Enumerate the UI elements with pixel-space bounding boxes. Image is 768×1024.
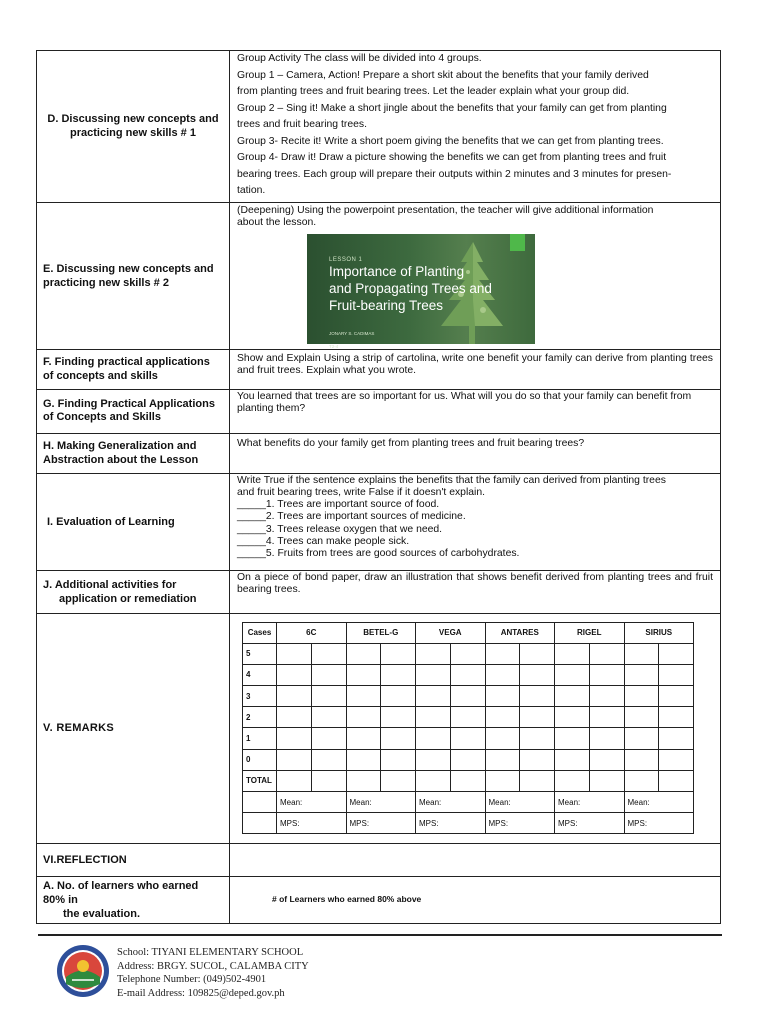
score-cell [381,749,416,770]
score-cell [589,770,624,791]
label-d-line2: practicing new skills # 1 [70,127,196,140]
score-cell [450,770,485,791]
score-row [243,686,694,707]
score-cell [555,707,590,728]
mean-cell: Mean: [624,792,694,813]
content-g [230,389,721,433]
d-line: Group 3- Recite it! Write a short poem giving the benefits that we can get from planting trees. [237,135,664,147]
score-cell [381,686,416,707]
score-cell [659,749,694,770]
score-cell [624,749,659,770]
school-address: Address: BRGY. SUCOL, CALAMBA CITY [117,960,309,972]
score-cell [416,749,451,770]
slide-lesson-tag: LESSON 1 [329,256,363,263]
score-cell [416,686,451,707]
presentation-slide-image [307,234,535,349]
d-line: Group 4- Draw it! Draw a picture showing the benefits we can get from planting trees and fruit [237,152,667,163]
score-cell [346,728,381,749]
slide-title [329,263,529,314]
label-reflection: VI.REFLECTION [37,843,230,876]
label-a [37,876,230,923]
j-text: On a piece of bond paper, draw an illustration that shows benefit derived from planting trees and fruit bearing trees. [237,571,713,595]
school-seal-icon [56,944,110,998]
mps-row [243,813,694,834]
score-cell [555,664,590,685]
score-cell [416,707,451,728]
section-header-sirius: SIRIUS [624,622,694,643]
section-header-betel-g: BETEL-G [346,622,416,643]
score-cell [624,686,659,707]
score-cell [277,728,312,749]
row-a [37,876,721,923]
mps-cell: MPS: [555,813,625,834]
school-phone: Telephone Number: (049)502-4901 [117,974,267,985]
score-cell [589,707,624,728]
score-cell [624,643,659,664]
score-cell [589,749,624,770]
case-label: 3 [243,686,277,707]
score-cell [311,686,346,707]
i-item: _____4. Trees can make people sick. [237,535,410,547]
a-text: # of Learners who earned 80% above [272,894,422,904]
mean-cell: Mean: [485,792,555,813]
section-header-antares: ANTARES [485,622,555,643]
score-cell [450,707,485,728]
score-cell [277,749,312,770]
mean-row [243,792,694,813]
d-line: tation. [237,185,266,196]
d-line: bearing trees. Each group will prepare their outputs within 2 minutes and 3 minutes for presen- [237,168,672,180]
score-cell [346,749,381,770]
content-d [230,51,721,203]
mps-cell: MPS: [624,813,694,834]
row-remarks [37,613,721,843]
score-cell [277,643,312,664]
score-cell [346,643,381,664]
label-j-line1: J. Additional activities for [43,578,177,591]
label-i: I. Evaluation of Learning [37,473,230,570]
score-cell [277,707,312,728]
row-f [37,349,721,389]
case-label: 0 [243,749,277,770]
score-cell [485,664,520,685]
score-cell [659,770,694,791]
school-email: E-mail Address: 109825@deped.gov.ph [117,987,285,999]
score-cell [346,664,381,685]
score-cell [555,749,590,770]
score-cell [311,664,346,685]
score-cell [416,643,451,664]
score-cell [659,707,694,728]
d-line: trees and fruit bearing trees. [237,119,367,130]
score-cell [381,643,416,664]
d-line: Group 1 – Camera, Action! Prepare a short skit about the benefits that your family derived [237,69,649,81]
label-a-line1: A. No. of learners who earned 80% in [43,879,199,906]
i-item: _____2. Trees are important sources of medicine. [237,511,466,523]
score-cell [311,707,346,728]
case-label: TOTAL [243,770,277,791]
e-line: (Deepening) Using the powerpoint presentation, the teacher will give additional information [237,204,654,216]
row-i [37,473,721,570]
e-line: about the lesson. [237,216,317,228]
slide-accent-square [510,234,525,251]
label-d [37,51,230,203]
mean-cell: Mean: [416,792,486,813]
score-cell [555,770,590,791]
score-cell [381,770,416,791]
mps-cell: MPS: [416,813,486,834]
score-cell [520,686,555,707]
score-cell [589,686,624,707]
score-cell [520,770,555,791]
d-line: Group Activity The class will be divided into 4 groups. [237,53,482,64]
i-item: _____5. Fruits from trees are good sources of carbohydrates. [237,548,520,560]
case-label: 1 [243,728,277,749]
score-cell [311,749,346,770]
label-f: F. Finding practical applications of concepts and skills [37,349,230,389]
score-cell [624,664,659,685]
case-label: 5 [243,643,277,664]
score-cell [485,749,520,770]
score-cell [589,728,624,749]
school-name: School: TIYANI ELEMENTARY SCHOOL [117,947,304,958]
label-e: E. Discussing new concepts and practicing new skills # 2 [37,202,230,349]
cases-header-row [243,622,694,643]
score-cell [555,643,590,664]
score-cell [346,686,381,707]
mps-cell: MPS: [277,813,347,834]
row-d [37,51,721,203]
score-cell [555,686,590,707]
score-cell [346,770,381,791]
row-e [37,202,721,349]
score-cell [589,643,624,664]
score-cell [416,728,451,749]
section-header-rigel: RIGEL [555,622,625,643]
slide-author-code: T2-4 [329,343,339,349]
score-cell [450,664,485,685]
row-reflection [37,843,721,876]
f-text: Show and Explain Using a strip of cartolina, write one benefit your family can derive from planting trees and fruit trees. Explain what you wrote. [237,352,713,376]
case-label: 2 [243,707,277,728]
score-cell [381,664,416,685]
cases-header-cell: Cases [243,622,277,643]
score-row [243,707,694,728]
score-cell [277,686,312,707]
score-cell [277,770,312,791]
slide-title-line: Importance of Planting [329,263,465,279]
score-row [243,728,694,749]
mps-cell: MPS: [346,813,416,834]
score-cell [485,707,520,728]
i-item: _____1. Trees are important source of food. [237,499,440,511]
cases-table-wrapper [230,614,720,835]
score-cell [381,707,416,728]
score-cell [311,643,346,664]
score-cell [485,643,520,664]
score-cell [416,664,451,685]
score-cell [311,728,346,749]
score-cell [659,728,694,749]
slide-title-line: and Propagating Trees and [329,280,492,296]
lesson-plan-table [36,50,721,924]
score-row [243,664,694,685]
score-cell [450,749,485,770]
score-row [243,643,694,664]
cases-table [242,622,694,835]
content-reflection [230,843,721,876]
section-header-6c: 6C [277,622,347,643]
score-rows [243,643,694,791]
d-line: Group 2 – Sing it! Make a short jingle about the benefits that your family can get from planting [237,102,667,114]
score-cell [520,707,555,728]
score-cell [311,770,346,791]
score-cell [277,664,312,685]
score-cell [659,643,694,664]
content-h [230,433,721,473]
label-remarks: V. REMARKS [37,613,230,843]
row-g [37,389,721,433]
score-row [243,749,694,770]
content-f [230,349,721,389]
score-cell [450,686,485,707]
mps-cell: MPS: [485,813,555,834]
score-cell [624,728,659,749]
score-cell [450,728,485,749]
score-cell [555,728,590,749]
label-g: G. Finding Practical Applications of Concepts and Skills [37,389,230,433]
empty-cell [243,792,277,813]
row-j [37,570,721,613]
score-cell [520,728,555,749]
score-cell [485,728,520,749]
i-line: Write True if the sentence explains the benefits that the family can derived from planting trees [237,474,666,486]
content-remarks [230,613,721,843]
score-cell [520,749,555,770]
label-h: H. Making Generalization and Abstraction about the Lesson [37,433,230,473]
row-h [37,433,721,473]
score-cell [624,707,659,728]
case-label: 4 [243,664,277,685]
mean-cell: Mean: [555,792,625,813]
mean-cell: Mean: [346,792,416,813]
school-info [117,946,309,1000]
mean-cell: Mean: [277,792,347,813]
i-item: _____3. Trees release oxygen that we need. [237,523,443,535]
score-cell [416,770,451,791]
label-a-line2: the evaluation. [63,907,141,920]
score-cell [659,664,694,685]
d-line: from planting trees and fruit bearing trees. Let the leader explain what your group did. [237,86,630,97]
footer-divider [38,934,722,936]
score-cell [346,707,381,728]
label-d-line1: D. Discussing new concepts and [47,113,219,126]
score-cell [485,686,520,707]
slide-author-name: JONARY S. CADIMAS [329,330,375,336]
score-cell [624,770,659,791]
score-cell [659,686,694,707]
slide-author [329,327,374,353]
i-line: and fruit bearing trees, write False if it doesn't explain. [237,486,486,498]
label-j-line2: application or remediation [59,592,197,605]
h-text: What benefits do your family get from planting trees and fruit bearing trees? [237,437,585,449]
empty-cell [243,813,277,834]
score-cell [520,664,555,685]
score-cell [589,664,624,685]
score-row [243,770,694,791]
score-cell [381,728,416,749]
content-a [230,876,721,923]
score-cell [485,770,520,791]
slide-title-line: Fruit-bearing Trees [329,297,444,313]
content-i [230,473,721,570]
content-e [230,202,721,349]
score-cell [450,643,485,664]
label-j [37,570,230,613]
g-text: You learned that trees are so important for us. What will you do so that your family can benefit from planting them? [237,390,692,414]
section-header-vega: VEGA [416,622,486,643]
content-j [230,570,721,613]
score-cell [520,643,555,664]
